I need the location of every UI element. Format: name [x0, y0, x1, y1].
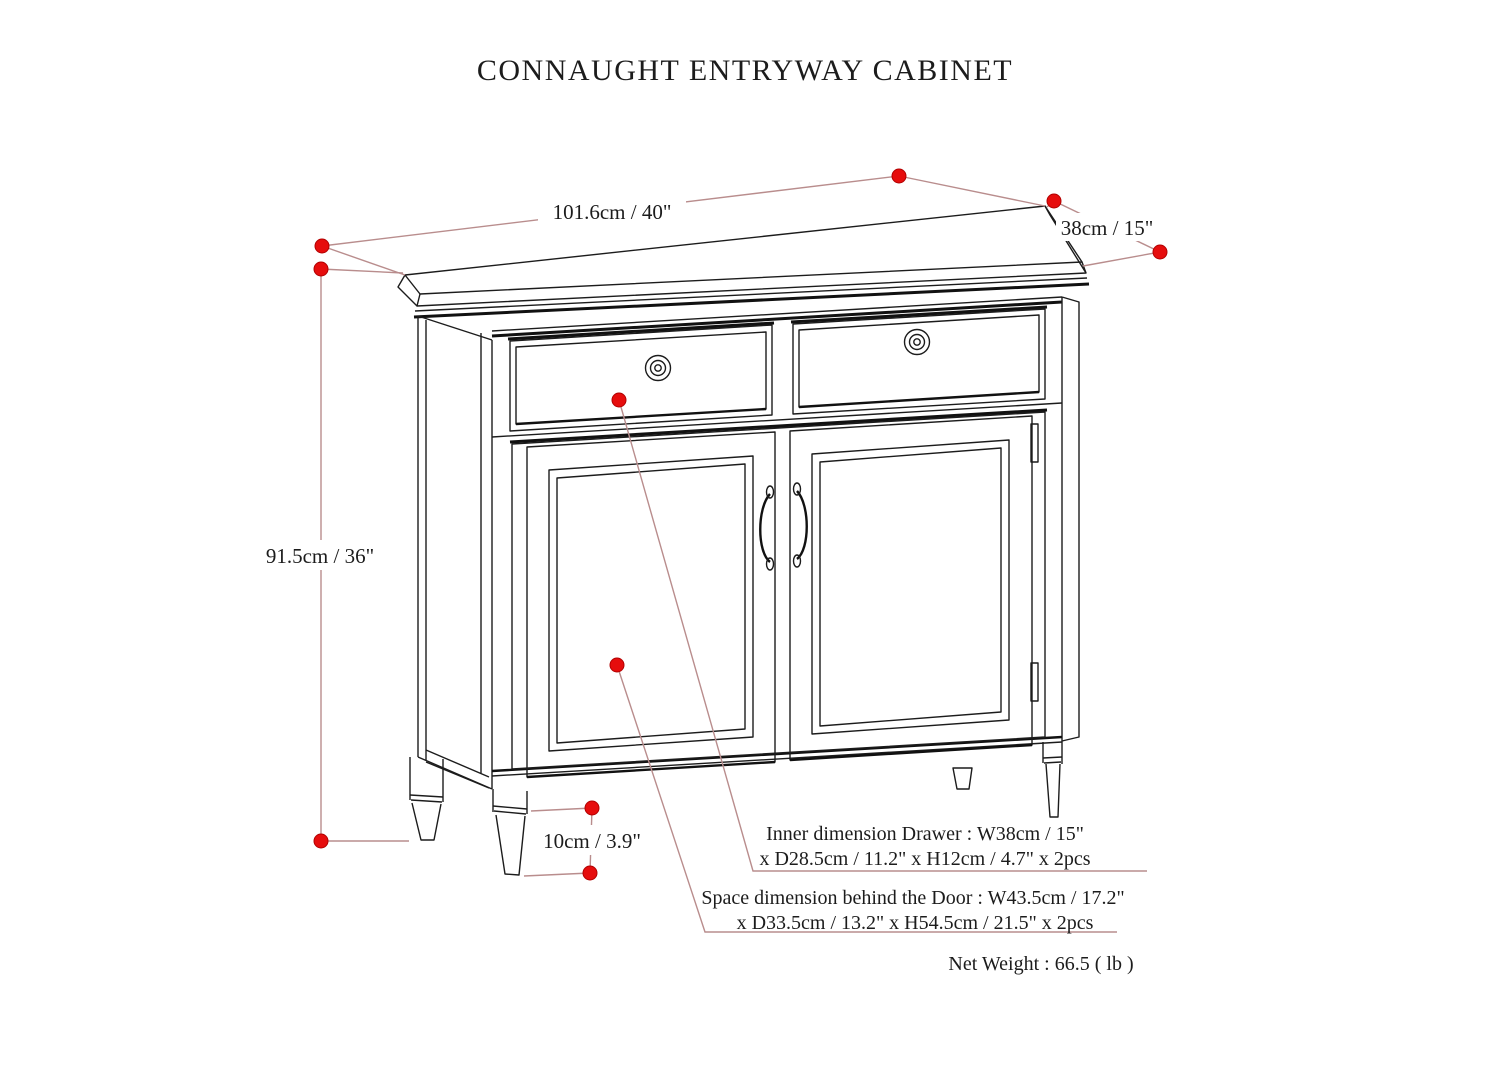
- drawer-annotation-line1: Inner dimension Drawer : W38cm / 15": [766, 823, 1084, 845]
- leg-front-right: [1043, 741, 1062, 817]
- drawer-left: [508, 323, 774, 431]
- leg-back-right: [953, 768, 972, 789]
- height-dimension-label: 91.5cm / 36": [265, 544, 375, 568]
- leg-front-left: [493, 789, 527, 875]
- diagram-title: CONNAUGHT ENTRYWAY CABINET: [476, 54, 1014, 87]
- leg-height-dimension-label: 10cm / 3.9": [543, 829, 641, 853]
- depth-dimension-label: 38cm / 15": [1060, 216, 1154, 240]
- door-right: [790, 416, 1032, 760]
- door-handle-right: [794, 483, 807, 567]
- drawer-right-knob: [905, 330, 930, 355]
- door-callout-dot: [610, 658, 624, 672]
- drawer-right: [791, 307, 1047, 414]
- drawer-callout-dot: [612, 393, 626, 407]
- cabinet-left-side: [418, 316, 492, 789]
- cabinet-front-face: [492, 297, 1079, 789]
- door-annotation-line1: Space dimension behind the Door : W43.5cm / 17.2": [701, 887, 1125, 909]
- drawer-left-knob: [646, 356, 671, 381]
- cabinet-drawing: [398, 206, 1089, 875]
- door-left: [527, 432, 775, 777]
- width-dimension-label: 101.6cm / 40": [552, 200, 672, 224]
- net-weight-label: Net Weight : 66.5 ( lb ): [948, 953, 1134, 975]
- door-section: [492, 403, 1062, 777]
- door-annotation-line2: x D33.5cm / 13.2" x H54.5cm / 21.5" x 2pcs: [736, 912, 1094, 934]
- drawer-annotation-line2: x D28.5cm / 11.2" x H12cm / 4.7" x 2pcs: [759, 848, 1091, 870]
- leg-rear-left: [410, 757, 443, 840]
- cabinet-top: [398, 206, 1089, 317]
- drawer-annotation-leader: [619, 400, 1147, 871]
- door-handle-left: [760, 486, 773, 570]
